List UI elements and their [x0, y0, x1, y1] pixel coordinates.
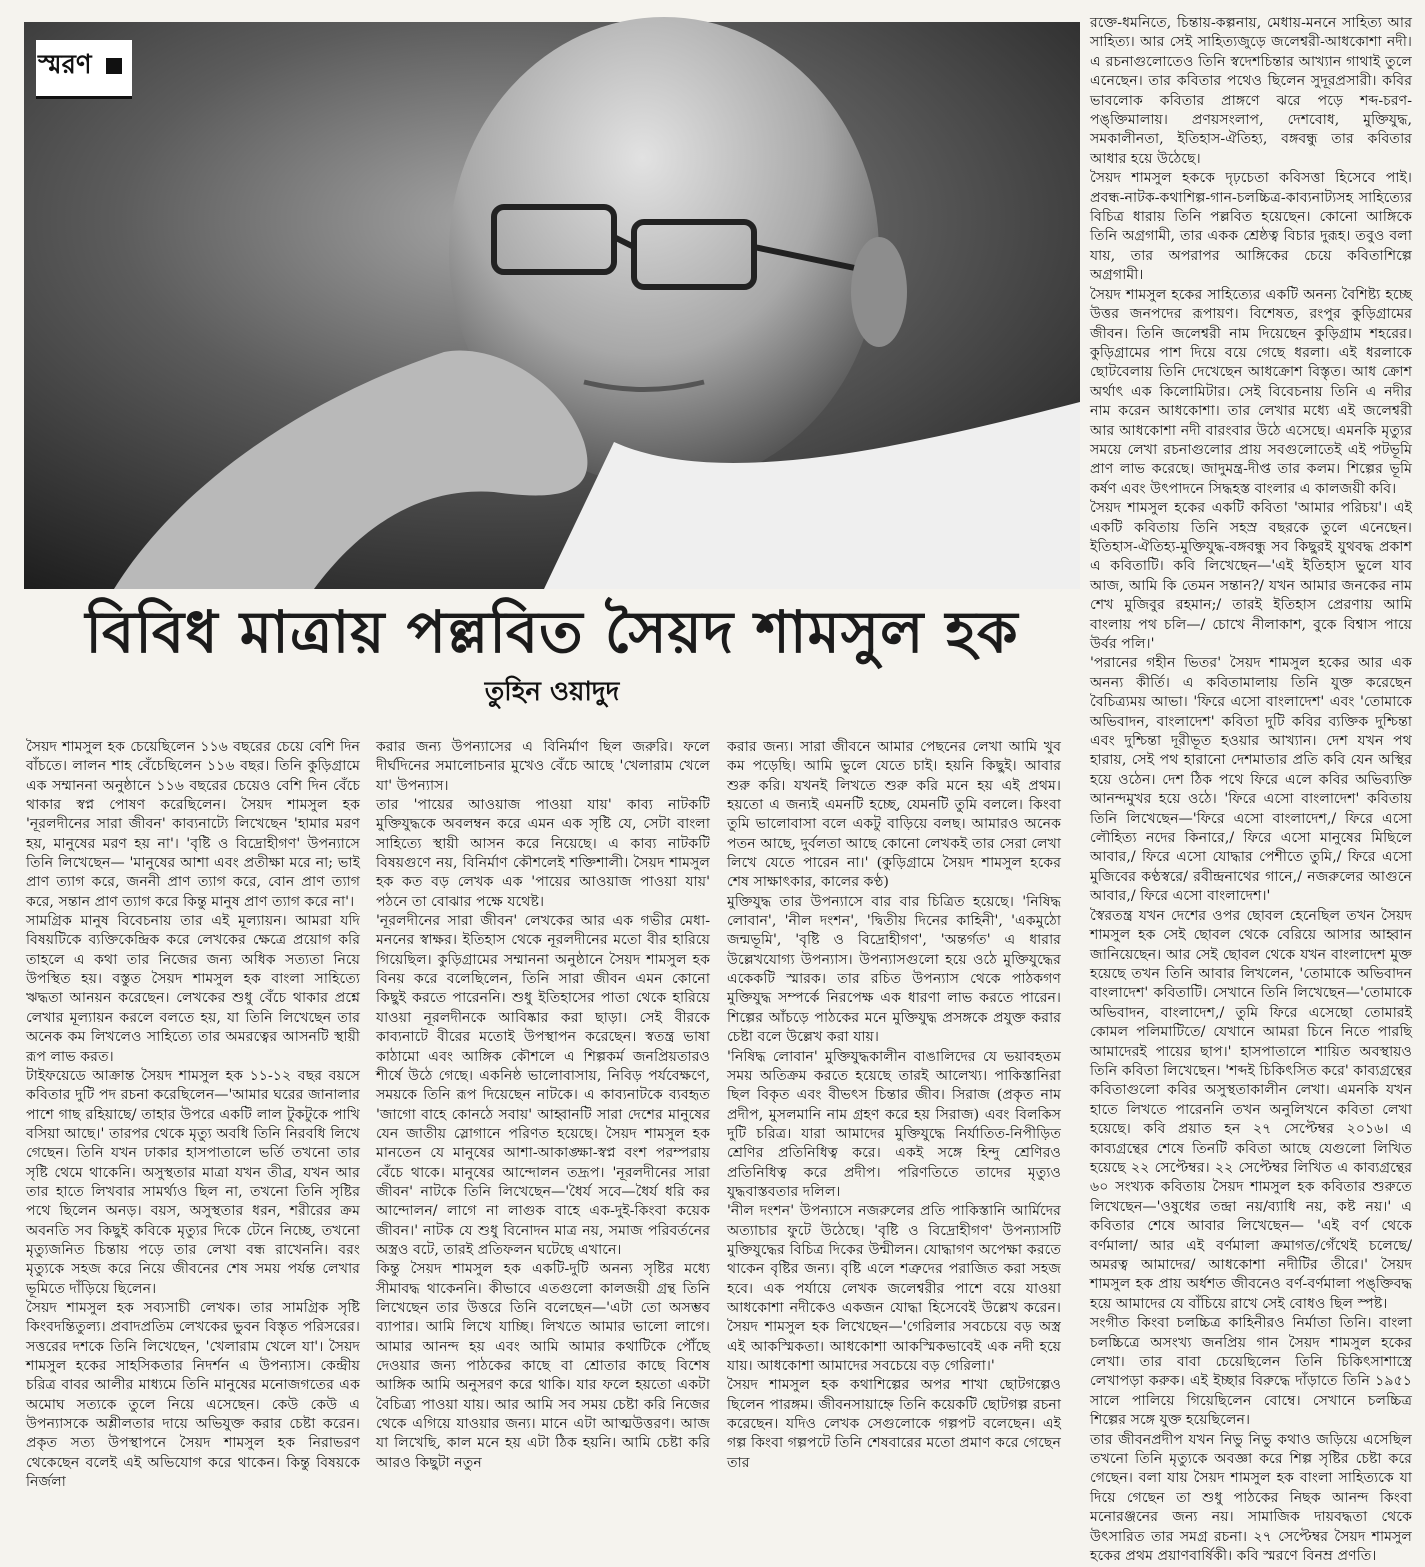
paragraph: তার 'পায়ের আওয়াজ পাওয়া যায়' কাব্য নাটকটি মুক্তিযুদ্ধকে অবলম্বন করে এমন এক সৃষ্টি যে, সেটা বাংলা সাহিত্যে স্থায়ী আসন করে নিয়েছে। এ কাব্য নাটকটি বিষয়গুণে নয়, বিনির্মাণ কৌশলেই শক্তিশালী। সৈয়দ শামসুল হক কত বড় লেখক এক 'পায়ের আওয়াজ পাওয়া যায়' পঠনে তা বোঝার পক্ষে যথেষ্ট। [376, 797, 710, 910]
paragraph: তার জীবনপ্রদীপ যখন নিভু নিভু কথাও জড়িয়ে এসেছিল তখনো তিনি মৃত্যুকে অবজ্ঞা করে শিল্প সৃষ্টির চেষ্টা করে গেছেন। বলা যায় সৈয়দ শামসুল হক বাংলা সাহিত্যকে যা দিয়ে গেছেন তা শুধু পাঠকের নিছক আনন্দ কিংবা মনোরঞ্জনের জন্য নয়। সামাজিক দায়বদ্ধতা থেকে উৎসারিত তার সমগ্র রচনা। ২৭ সেপ্টেম্বর সৈয়দ শামসুল হকের প্রথম প্রয়াণবার্ষিকী। কবি স্মরণে বিনম্র প্রণতি। [1090, 1431, 1412, 1565]
paragraph: সৈয়দ শামসুল হকের একটি কবিতা 'আমার পরিচয়'। এই একটি কবিতায় তিনি সহস্র বছরকে তুলে এনেছেন। ইতিহাস-ঐতিহ্য-মুক্তিযুদ্ধ-বঙ্গবন্ধু সব কিছুরই যুথবদ্ধ প্রকাশ এ কবিতাটি। কবি লিখেছেন—'এই ইতিহাস ভুলে যাব আজ, আমি কি তেমন সন্তান?/ যখন আমার জনকের নাম শেখ মুজিবুর রহমান;/ তারই ইতিহাস প্রেরণায় আমি বাংলায় পথ চলি—/ চোখে নীলাকাশ, বুকে বিশ্বাস পায়ে উর্বর পলি।' [1090, 500, 1412, 652]
article-column-4 [1090, 14, 1412, 1565]
paragraph: টাইফয়েডে আক্রান্ত সৈয়দ শামসুল হক ১১-১২ বছর বয়সে কবিতার দুটি পদ রচনা করেছিলেন—'আমার ঘরের জানালার পাশে গাছ রহিয়াছে/ তাহার উপরে একটি লাল টুকটুকে পাখি বসিয়া আছে।' তারপর থেকে মৃত্যু অবধি তিনি নিরবধি লিখে গেছেন। তিনি যখন ঢাকার হাসপাতালে ভর্তি তখনো তার সৃষ্টি থেমে থাকেনি। অসুস্থতার মাত্রা যখন তীব্র, যখন আর তার হাতে লিখবার সামর্থ্যও ছিল না, তখনো তিনি সৃষ্টির পথে ছিলেন অনড়। বয়স, অসুস্থতার ধরন, শরীরের ক্রম অবনতি সব কিছুই কবিকে মৃত্যুর দিকে টেনে নিচ্ছে, তখনো মৃত্যুজনিত চিন্তায় পড়ে তার লেখা বন্ধ রাখেননি। বরং মৃত্যুকে সহজ করে নিয়ে জীবনের শেষ সময় পর্যন্ত লেখার ভূমিতে দাঁড়িয়ে ছিলেন। [26, 1067, 360, 1297]
paragraph: 'পরানের গহীন ভিতর' সৈয়দ শামসুল হকের আর এক অনন্য কীর্তি। এ কবিতামালায় তিনি যুক্ত করেছেন বৈচিত্র্যময় আভা। 'ফিরে এসো বাংলাদেশ' এবং 'তোমাকে অভিবাদন, বাংলাদেশ' কবিতা দুটি কবির ব্যক্তিক দুশ্চিন্তা এবং দুশ্চিন্তা দূরীভূত হওয়ার আখ্যান। দেশ যখন পথ হারায়, সেই পথ হারানো দেশমাতার প্রতি কবি যেন অস্থির হয়ে ওঠেন। দেশ ঠিক পথে ফিরে এলে কবির অভিব্যক্তি আনন্দমুখর হয়ে ওঠে। 'ফিরে এসো বাংলাদেশ' কবিতায় তিনি লিখেছেন—'ফিরে এসো বাংলাদেশ,/ ফিরে এসো লৌহিত্য নদের কিনারে,/ ফিরে এসো মানুষের মিছিলে আবার,/ ফিরে এসো যোদ্ধার পেশীতে তুমি,/ ফিরে এসো মুজিবের কণ্ঠস্বরে/ রবীন্দ্রনাথের গানে,/ নজরুলের আগুনে আবার,/ ফিরে এসো বাংলাদেশ।' [1090, 655, 1412, 905]
paragraph: সৈয়দ শামসুল হক কথাশিল্পের অপর শাখা ছোটগল্পেও ছিলেন পারঙ্গম। জীবনসায়াহ্নে তিনি কয়েকটি ছোটগল্প রচনা করেছেন। যদিও লেখক সেগুলোকে গল্পপট বলেছেন। এই গল্প কিংবা গল্পপটে তিনি শেষবারের মতো প্রমাণ করে গেছেন তার [727, 1377, 1061, 1471]
paragraph: সৈয়দ শামসুল হকের সাহিত্যের একটি অনন্য বৈশিষ্ট্য হচ্ছে উত্তর জনপদের রূপায়ণ। বিশেষত, রংপুর কুড়িগ্রামের জীবন। তিনি জলেশ্বরী নাম দিয়েছেন কুড়িগ্রাম শহরের। কুড়িগ্রামের পাশ দিয়ে বয়ে গেছে ধরলা। এই ধরলাকে ছোটবেলায় তিনি দেখেছেন আধক্রোশ বিস্তৃত। আধ ক্রোশ অর্থাৎ এক কিলোমিটার। সেই বিবেচনায় তিনি এ নদীর নাম করেন আধকোশা। তার লেখার মধ্যে এই জলেশ্বরী আর আধকোশা নদী বারংবার উঠে এসেছে। এমনকি মৃত্যুর সময়ে লেখা রচনাগুলোর প্রায় সবগুলোতেই এই পটভূমি প্রাণ লাভ করেছে। জাদুমন্ত্র-দীপ্ত তার কলম। শিল্পের ভূমি কর্ষণ এবং উৎপাদনে সিদ্ধহস্ত বাংলার এ কালজয়ী কবি। [1090, 286, 1412, 497]
headline: বিবিধ মাত্রায় পল্লবিত সৈয়দ শামসুল হক [85, 598, 1019, 666]
paragraph: সৈয়দ শামসুল হককে দৃঢ়চেতা কবিসত্তা হিসেবে পাই। প্রবন্ধ-নাটক-কথাশিল্প-গান-চলচ্চিত্র-কাব্যনাট্যসহ সাহিত্যের বিচিত্র ধারায় তিনি পল্লবিত হয়েছেন। কোনো আঙ্গিকে তিনি অগ্রগামী, তার একক শ্রেষ্ঠত্ব বিচার দুরূহ। তবুও বলা যায়, তার অপরাপর আঙ্গিকের চেয়ে কবিতাশিল্পে অগ্রগামী। [1090, 170, 1412, 284]
paragraph: করার জন্য। সারা জীবনে আমার পেছনের লেখা আমি খুব কম পড়েছি। আমি ভুলে যেতে চাই। হয়নি কিছুই। আবার শুরু করি। যখনই লিখতে শুরু করি মনে হয় এই প্রথম। হয়তো এ জন্যই এমনটি হচ্ছে, যেমনটি তুমি বললে। কিংবা তুমি ভালোবাসা বলে একটু বাড়িয়ে বলছ। আমারও অনেক পতন আছে, দুর্বলতা আছে কোনো লেখকই তার সেরা লেখা লিখে যেতে পারেন না।' (কুড়িগ্রামে সৈয়দ শামসুল হকের শেষ সাক্ষাৎকার, কালের কণ্ঠ) [727, 739, 1061, 891]
paragraph: সংগীত কিংবা চলচ্চিত্র কাহিনীরও নির্মাতা তিনি। বাংলা চলচ্চিত্রে অসংখ্য জনপ্রিয় গান সৈয়দ শামসুল হকের লেখা। তার বাবা চেয়েছিলেন তিনি চিকিৎসাশাস্ত্রে লেখাপড়া করুক। এই ইচ্ছার বিরুদ্ধে দাঁড়াতে তিনি ১৯৫১ সালে পালিয়ে গিয়েছিলেন বোম্বে। সেখানে চলচ্চিত্র শিল্পের সঙ্গে যুক্ত হয়েছিলেন। [1090, 1315, 1412, 1429]
paragraph: 'নূরলদীনের সারা জীবন' লেখকের আর এক গভীর মেধা-মননের স্বাক্ষর। ইতিহাস থেকে নূরলদীনের মতো বীর হারিয়ে গিয়েছিল। কুড়িগ্রামের সম্মাননা অনুষ্ঠানে সৈয়দ শামসুল হক বিনয় করে বলেছিলেন, তিনি সারা জীবন এমন কোনো কিছুই করতে পারেননি। শুধু ইতিহাসের পাতা থেকে হারিয়ে যাওয়া নূরলদীনকে আবিষ্কার করা ছাড়া। সেই বীরকে কাব্যনাটে বীরের মতোই উপস্থাপন করেছেন। স্বতন্ত্র ভাষা কাঠামো এবং আঙ্গিক কৌশলে এ শিল্পকর্ম জনপ্রিয়তারও শীর্ষে উঠে গেছে। একনিষ্ঠ ভালোবাসায়, নিবিড় পর্যবেক্ষণে, সময়কে তিনি রূপ দিয়েছেন নাটকে। এ কাব্যনাটকে ব্যবহৃত 'জাগো বাহে কোনঠে সবায়' আহ্বানটি সারা দেশের মানুষের যেন জাতীয় স্লোগানে পরিণত হয়েছে। সৈয়দ শামসুল হক মানতেন যে মানুষের আশা-আকাঙ্ক্ষা-স্বপ্ন বংশ পরম্পরায় বেঁচে থাকে। মানুষের আন্দোলন তদ্রূপ। 'নূরলদীনের সারা জীবন' নাটকে তিনি লিখেছেন—'ধৈর্য সবে—ধৈর্য ধরি কর আন্দোলন/ লাগে না লাগুক বাহে এক-দুই-কিংবা কয়েক জীবন।' নাটক যে শুধু বিনোদন মাত্র নয়, সমাজ পরিবর্তনের অস্ত্রও বটে, তারই প্রতিফলন ঘটেছে এখানে। [376, 913, 710, 1258]
paragraph: মুক্তিযুদ্ধ তার উপন্যাসে বার বার চিত্রিত হয়েছে। 'নিষিদ্ধ লোবান', 'নীল দংশন', 'দ্বিতীয় দিনের কাহিনী', 'একমুঠো জন্মভূমি', 'বৃষ্টি ও বিদ্রোহীগণ', 'অন্তর্গত' এ ধারার উল্লেখযোগ্য উপন্যাস। উপন্যাসগুলো হয়ে ওঠে মুক্তিযুদ্ধের একেকটি স্মারক। তার রচিত উপন্যাস থেকে পাঠকগণ মুক্তিযুদ্ধ সম্পর্কে নিরপেক্ষ এক ধারণা লাভ করতে পারেন। শিল্পের আঁচড়ে পাঠকের মনে মুক্তিযুদ্ধ প্রসঙ্গকে প্রযুক্ত করার চেষ্টা বলে উল্লেখ করা যায়। [727, 893, 1061, 1046]
paragraph: সামগ্রিক মানুষ বিবেচনায় তার এই মূল্যায়ন। আমরা যদি বিষয়টিকে ব্যক্তিকেন্দ্রিক করে লেখকের ক্ষেত্রে প্রয়োগ করি তাহলে এ কথা তার নিজের জন্য অধিক সত্যতা নিয়ে উপস্থিত হয়। বস্তুত সৈয়দ শামসুল হক বাংলা সাহিত্যে ঋদ্ধতা আনয়ন করেছেন। লেখকের শুধু বেঁচে থাকার প্রশ্নে লেখার মূল্যায়ন করলে বলতে হয়, যা তিনি লিখেছেন তার অনেক কম লিখলেও সাহিত্যে তার অমরত্বের আসনটি স্থায়ী রূপ লাভ করত। [26, 913, 360, 1065]
portrait-photo [24, 22, 1080, 589]
kicker-square-icon [106, 58, 122, 74]
paragraph: করার জন্য উপন্যাসের এ বিনির্মাণ ছিল জরুরি। ফলে দীর্ঘদিনের সমালোচনার মুখেও বেঁচে আছে 'খেলারাম খেলে যা' উপন্যাস। [376, 739, 710, 794]
article-column-3 [727, 738, 1061, 1471]
section-kicker [36, 40, 132, 99]
paragraph: 'নীল দংশন' উপন্যাসে নজরুলের প্রতি পাকিস্তানি আর্মিদের অত্যাচার ফুটে উঠেছে। 'বৃষ্টি ও বিদ্রোহীগণ' উপন্যাসটি মুক্তিযুদ্ধের বিচিত্র দিকের উন্মীলন। যোদ্ধাগণ অপেক্ষা করতে থাকেন বৃষ্টির জন্য। বৃষ্টি এলে শত্রুদের পরাজিত করা সহজ হবে। এক পর্যায়ে লেখক জলেশ্বরীর পাশে বয়ে যাওয়া আধকোশা নদীকেও একজন যোদ্ধা হিসেবেই উল্লেখ করেন। সৈয়দ শামসুল হক লিখেছেন—'গেরিলার সবচেয়ে বড় অস্ত্র এই আকস্মিকতা। আধকোশা আকস্মিকভাবেই এক নদী হয়ে যায়। আধকোশা আমাদের সবচেয়ে বড় গেরিলা।' [727, 1203, 1061, 1374]
paragraph: স্বৈরতন্ত্র যখন দেশের ওপর ছোবল হেনেছিল তখন সৈয়দ শামসুল হক সেই ছোবল থেকে বেরিয়ে আসার আহ্বান জানিয়েছেন। আর সেই ছোবল থেকে যখন বাংলাদেশ মুক্ত হয়েছে তখন তিনি আবার লিখলেন, 'তোমাকে অভিবাদন বাংলাদেশ' কবিতাটি। সেখানে তিনি লিখেছেন—'তোমাকে অভিবাদন, বাংলাদেশ,/ তুমি ফিরে এসেছো তোমারই কোমল পলিমাটিতে/ যেখানে আমরা চিনে নিতে পারছি আমাদেরই পায়ের ছাপ।' হাসপাতালে শায়িত অবস্থায়ও তিনি কবিতা লিখেছেন। 'শব্দই চিকিৎসিত করে' কাব্যগ্রন্থের কবিতাগুলো কবির অসুস্থতাকালীন লেখা। এমনকি যখন হাতে লিখতে পারেননি তখন অনুলিখনে কবিতা লেখা হয়েছে। কবি প্রয়াত হন ২৭ সেপ্টেম্বর ২০১৬। এ কাব্যগ্রন্থের শেষে তিনটি কবিতা আছে যেগুলো লিখিত হয়েছে ২২ সেপ্টেম্বর। ২২ সেপ্টেম্বর লিখিত এ কাব্যগ্রন্থের ৬০ সংখ্যক কবিতায় সৈয়দ শামসুল হক কবিতার শুরুতে লিখেছেন—'ওষুধের তন্দ্রা নয়/ব্যাধি নয়, কষ্ট নয়।' এ কবিতার শেষে আবার লিখেছেন— 'এই বর্ণ থেকে বর্ণমালা/ আর এই বর্ণমালা ক্রমাগত/গেঁথেই চলেছে/ অমরত্ব আমাদের/ আধকোশা নদীটির তীরে।' সৈয়দ শামসুল হক প্রায় অর্ধশত জীবনেও বর্ণ-বর্ণমালা পঙ্‌ক্তিবদ্ধ হয়ে আমাদের যে বাঁচিয়ে রাখে সেই বোধও ছিল স্পষ্ট। [1090, 907, 1412, 1312]
article-column-2 [376, 738, 710, 1471]
kicker-label: স্মরণ [38, 50, 92, 80]
article-column-1 [26, 738, 360, 1491]
byline: তুহিন ওয়াদুদ [484, 677, 620, 707]
paragraph: সৈয়দ শামসুল হক সব্যসাচী লেখক। তার সামগ্রিক সৃষ্টি কিংবদন্তিতুল্য। প্রবাদপ্রতিম লেখকের ভুবন বিস্তৃত পরিসরের। সত্তরের দশকে তিনি লিখেছেন, 'খেলারাম খেলে যা'। সৈয়দ শামসুল হকের সাহসিকতার নিদর্শন এ উপন্যাস। কেন্দ্রীয় চরিত্র বাবর আলীর মাধ্যমে তিনি মানুষের মনোজগতের এক অমোঘ সত্যকে তুলে নিয়ে এসেছেন। কেউ কেউ এ উপন্যাসকে অশ্লীলতার দায়ে অভিযুক্ত করার চেষ্টা করেন। প্রকৃত সত্য উপস্থাপনে সৈয়দ শামসুল হক নিরাভরণ থেকেছেন বলেই এই অভিযোগ করে থাকেন। কিন্তু বিষয়কে নির্জলা [26, 1299, 360, 1491]
paragraph: সৈয়দ শামসুল হক চেয়েছিলেন ১১৬ বছরের চেয়ে বেশি দিন বাঁচতে। লালন শাহ বেঁচেছিলেন ১১৬ বছর। তিনি কুড়িগ্রামে এক সম্মাননা অনুষ্ঠানে ১১৬ বছরের চেয়েও বেশি দিন বেঁচে থাকার স্বপ্ন পোষণ করেছিলেন। সৈয়দ শামসুল হক 'নূরলদীনের সারা জীবন' কাব্যনাট্যে লিখেছেন 'হামার মরণ হয়, মানুষের মরণ হয় না'। 'বৃষ্টি ও বিদ্রোহীগণ' উপন্যাসে তিনি লিখেছেন— 'মানুষের আশা এবং প্রতীক্ষা মরে না; ভাই প্রাণ ত্যাগ করে, জননী প্রাণ ত্যাগ করে, বোন প্রাণ ত্যাগ করে, সন্তান প্রাণ ত্যাগ করে কিন্তু মানুষ প্রাণ ত্যাগ করে না'। [26, 739, 360, 910]
paragraph: 'নিষিদ্ধ লোবান' মুক্তিযুদ্ধকালীন বাঙালিদের যে ভয়াবহতম সময় অতিক্রম করতে হয়েছে তারই আলেখ্য। পাকিস্তানিরা ছিল বিকৃত এবং বীভৎস চিন্তার জীব। সিরাজ (প্রকৃত নাম প্রদীপ, মুসলমানি নাম গ্রহণ করে হয় সিরাজ) এবং বিলকিস দুটি চরিত্র। যারা আমাদের মুক্তিযুদ্ধে নির্যাতিত-নিপীড়িত শ্রেণির প্রতিনিধিত্ব করে। একই সঙ্গে হিন্দু শ্রেণিরও প্রতিনিধিত্ব করে প্রদীপ। পরিণতিতে তাদের মৃত্যুও যুদ্ধবাস্তবতার দলিল। [727, 1048, 1061, 1200]
paragraph: রক্তে-ধমনিতে, চিন্তায়-কল্পনায়, মেধায়-মননে সাহিত্য আর সাহিত্য। আর সেই সাহিত্যজুড়ে জলেশ্বরী-আধকোশা নদী। এ রচনাগুলোতেও তিনি স্বদেশচিন্তার আখ্যান গাথাই তুলে এনেছেন। তার কবিতার পথেও ছিলেন সুদূরপ্রসারী। কবির ভাবলোক কবিতার প্রাঙ্গণে ঝরে পড়ে শব্দ-চরণ-পঙ্‌ক্তিমালায়। প্রণয়সংলাপ, দেশবোধ, মুক্তিযুদ্ধ, সমকালীনতা, ইতিহাস-ঐতিহ্য, বঙ্গবন্ধু তার কবিতার আধার হয়ে উঠেছে। [1090, 15, 1412, 167]
paragraph: কিন্তু সৈয়দ শামসুল হক একটি-দুটি অনন্য সৃষ্টির মধ্যে সীমাবদ্ধ থাকেননি। কীভাবে এতগুলো কালজয়ী গ্রন্থ তিনি লিখেছেন তার উত্তরে তিনি বলেছেন—'এটা তো অসম্ভব ব্যাপার। আমি লিখে যাচ্ছি। লিখতে আমার ভালো লাগে। আমার আনন্দ হয় এবং আমি আমার কথাটিকে পৌঁছে দেওয়ার জন্য পাঠকের কাছে বা শ্রোতার কাছে বিশেষ আঙ্গিক আমি অনুসরণ করে থাকি। যার ফলে হয়তো একটা বৈচিত্র্য পাওয়া যায়। আর আমি সব সময় চেষ্টা করি নিজের থেকে এগিয়ে যাওয়ার জন্য। মানে এটা আত্মউত্তরণ। আজ যা লিখেছি, কাল মনে হয় এটা ঠিক হয়নি। আমি চেষ্টা করি আরও কিছুটা নতুন [376, 1261, 710, 1471]
